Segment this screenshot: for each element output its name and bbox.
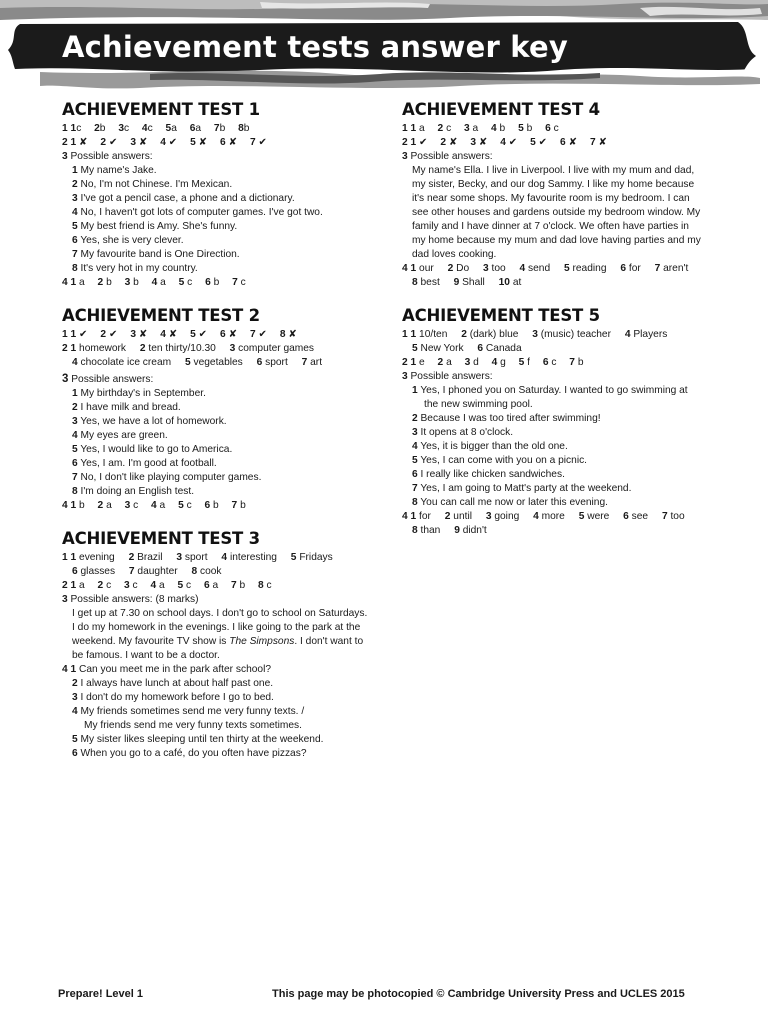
question-2-answers: 2 1 ✘ 2 ✔ 3 ✘ 4 ✔ 5 ✘ 6 ✘ 7 ✔ (62, 137, 268, 148)
list-item: 5 Yes, I would like to go to America. (72, 444, 233, 455)
question-1-answers-cont: 6 glasses 7 daughter 8 cook (72, 566, 222, 577)
list-item: 5 My sister likes sleeping until ten thirty at the weekend. (72, 734, 324, 745)
question-3-paragraph: My name's Ella. I live in Liverpool. I live with my mum and dad, my sister, Becky, and our dog Sammy. I like my home because it's near some shops. My favourite room is my bedroom. I can see other houses and gardens outside my bedroom window. My family and I have dinner at 7 o'clock. We often have parties in my home because my mum and dad love having parties and my dad loves cooking. (412, 165, 701, 260)
question-3-label: 3 Possible answers: (62, 151, 153, 162)
question-1-answers-cont: 5 New York 6 Canada (412, 343, 522, 354)
question-1-answers: 1 1c 2b 3c 4c 5a 6a 7b 8b (62, 123, 250, 134)
list-item: 8 I'm doing an English test. (72, 486, 195, 497)
section-heading: ACHIEVEMENT TEST 5 (402, 306, 600, 325)
question-4-answers: 4 1 b 2 a 3 c 4 a 5 c 6 b 7 b (62, 500, 246, 511)
list-item-continuation: My friends send me very funny texts sometimes. (84, 720, 302, 731)
question-1-answers: 1 1 ✔ 2 ✔ 3 ✘ 4 ✘ 5 ✔ 6 ✘ 7 ✔ 8 ✘ (62, 329, 297, 340)
list-item: 2 Because I was too tired after swimming! (412, 413, 601, 424)
list-item: 6 When you go to a café, do you often have pizzas? (72, 748, 307, 759)
question-3-label: 3 Possible answers: (402, 151, 493, 162)
section-heading: ACHIEVEMENT TEST 4 (402, 100, 600, 119)
list-item: 8 It's very hot in my country. (72, 263, 198, 274)
list-item: 8 You can call me now or later this evening. (412, 497, 608, 508)
list-item: 5 Yes, I can come with you on a picnic. (412, 455, 588, 466)
list-item: 4 Yes, it is bigger than the old one. (412, 441, 568, 452)
question-4-answers: 4 1 for 2 until 3 going 4 more 5 were 6 see 7 too (402, 511, 685, 522)
achievement-test-4 (402, 100, 712, 290)
section-heading: ACHIEVEMENT TEST 1 (62, 100, 260, 119)
right-column (402, 100, 712, 554)
question-3-paragraph: I get up at 7.30 on school days. I don't go to school on Saturdays. I do my homework in the evenings. I like going to the park at the weekend. My favourite TV show is The Simpsons. I don't want to be famous. I want to be a doctor. (72, 608, 368, 661)
question-1-answers: 1 1 10/ten 2 (dark) blue 3 (music) teacher 4 Players (402, 329, 668, 340)
list-item-continuation: the new swimming pool. (424, 399, 533, 410)
question-2-answers: 2 1 homework 2 ten thirty/10.30 3 computer games (62, 343, 315, 354)
footer-level: Prepare! Level 1 (58, 988, 143, 1000)
list-item: 4 No, I haven't got lots of computer games. I've got two. (72, 207, 323, 218)
list-item: 2 I have milk and bread. (72, 402, 181, 413)
question-4-answers: 4 1 our 2 Do 3 too 4 send 5 reading 6 for 7 aren't (402, 263, 689, 274)
question-1-answers: 1 1 a 2 c 3 a 4 b 5 b 6 c (402, 123, 559, 134)
question-2-answers: 2 1 a 2 c 3 c 4 a 5 c 6 a 7 b 8 c (62, 580, 272, 591)
section-heading: ACHIEVEMENT TEST 3 (62, 529, 260, 548)
list-item: 7 Yes, I am going to Matt's party at the weekend. (412, 483, 632, 494)
question-4-answers: 4 1 a 2 b 3 b 4 a 5 c 6 b 7 c (62, 277, 246, 288)
question-3-label: 3 Possible answers: (8 marks) (62, 594, 199, 605)
list-item: 6 Yes, I am. I'm good at football. (72, 458, 217, 469)
question-1-answers: 1 1 evening 2 Brazil 3 sport 4 interesting 5 Fridays (62, 552, 333, 563)
list-item: 2 I always have lunch at about half past one. (72, 678, 274, 689)
section-heading: ACHIEVEMENT TEST 2 (62, 306, 260, 325)
list-item: 1 My name's Jake. (72, 165, 157, 176)
footer-copyright: This page may be photocopied © Cambridge University Press and UCLES 2015 (272, 988, 685, 1000)
list-item: 4 My eyes are green. (72, 430, 168, 441)
list-item: 1 My birthday's in September. (72, 388, 206, 399)
achievement-test-3 (62, 529, 380, 761)
question-2-answers: 2 1 ✔ 2 ✘ 3 ✘ 4 ✔ 5 ✔ 6 ✘ 7 ✘ (402, 137, 608, 148)
list-item: 7 No, I don't like playing computer games. (72, 472, 262, 483)
question-4-answers-cont: 8 than 9 didn't (412, 525, 487, 536)
list-item: 3 It opens at 8 o'clock. (412, 427, 514, 438)
list-item: 7 My favourite band is One Direction. (72, 249, 240, 260)
achievement-test-1 (62, 100, 380, 290)
list-item: 3 Yes, we have a lot of homework. (72, 416, 227, 427)
question-2-answers-cont: 4 chocolate ice cream 5 vegetables 6 sport 7 art (72, 357, 323, 368)
achievement-test-2 (62, 306, 380, 513)
list-item: 3 I don't do my homework before I go to bed. (72, 692, 274, 703)
list-item: 1 Yes, I phoned you on Saturday. I wanted to go swimming at (412, 385, 688, 396)
question-3-label: 3 Possible answers: (402, 371, 493, 382)
header-banner (0, 0, 768, 96)
list-item: 2 No, I'm not Chinese. I'm Mexican. (72, 179, 233, 190)
list-item: 5 My best friend is Amy. She's funny. (72, 221, 238, 232)
list-item: 6 Yes, she is very clever. (72, 235, 184, 246)
left-column (62, 100, 380, 777)
page-title: Achievement tests answer key (62, 30, 568, 64)
achievement-test-5 (402, 306, 712, 538)
question-3-label: 3 Possible answers: (62, 373, 154, 385)
question-4-answers-cont: 8 best 9 Shall 10 at (412, 277, 522, 288)
list-item: 4 My friends sometimes send me very funny texts. / (72, 706, 305, 717)
question-2-answers: 2 1 e 2 a 3 d 4 g 5 f 6 c 7 b (402, 357, 584, 368)
list-item: 3 I've got a pencil case, a phone and a dictionary. (72, 193, 295, 204)
list-item: 6 I really like chicken sandwiches. (412, 469, 565, 480)
list-item: 4 1 Can you meet me in the park after school? (62, 664, 271, 675)
